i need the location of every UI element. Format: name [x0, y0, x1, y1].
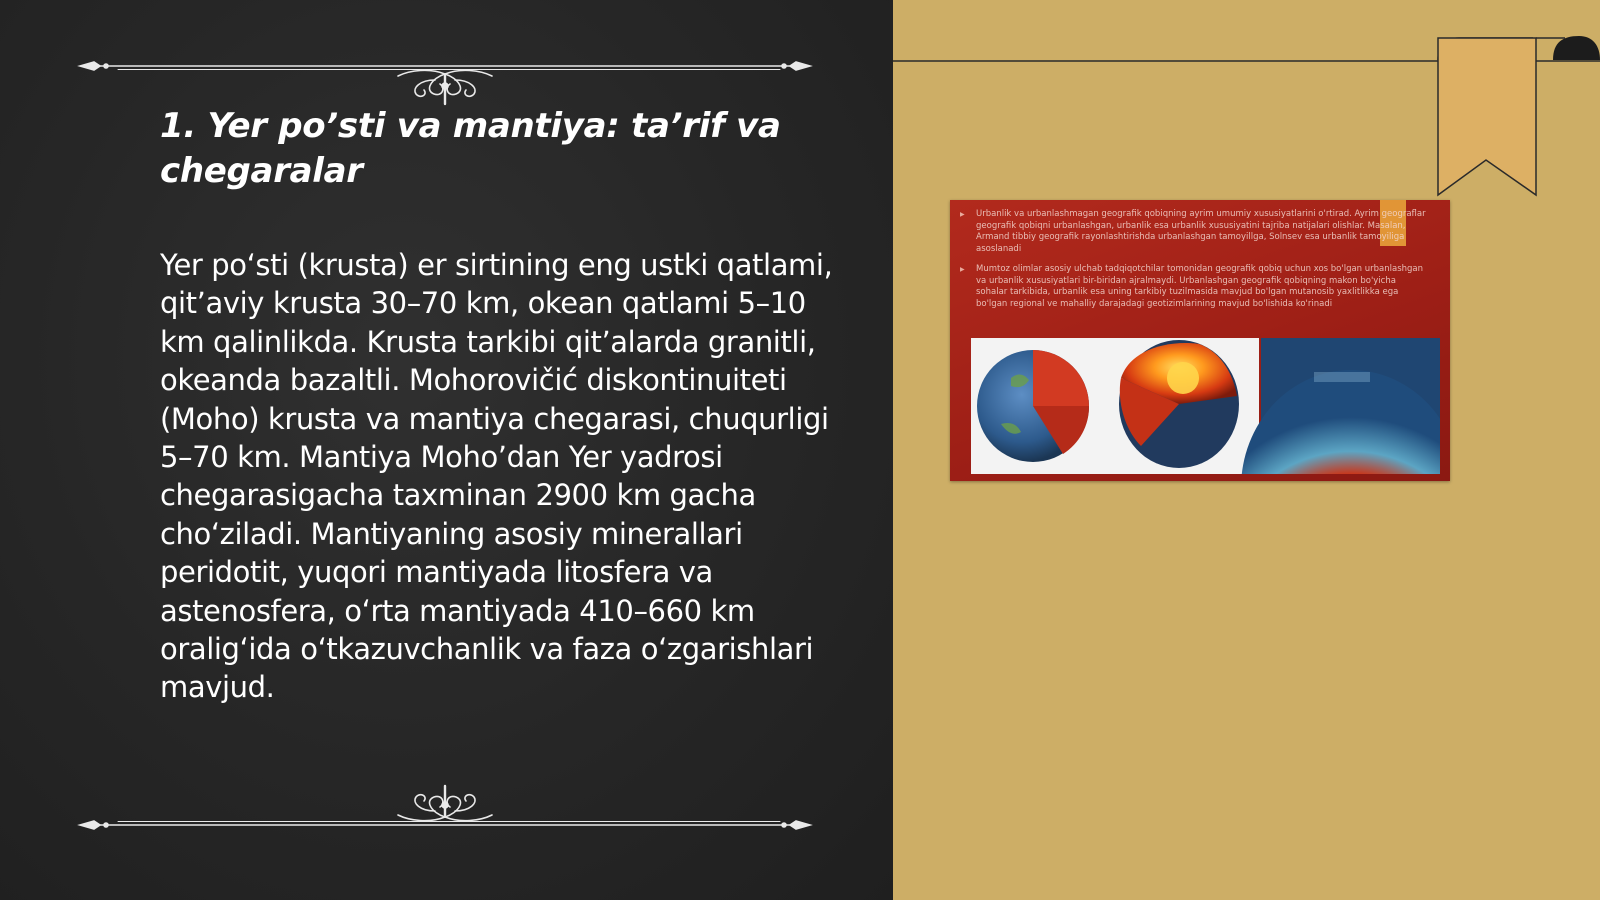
earth-structure-image [950, 200, 1450, 481]
slide-title: 1. Yer po’sti va mantiya: ta’rif va chegaralar [160, 106, 781, 191]
top-ornament-divider [60, 38, 830, 108]
bottom-ornament-divider [60, 770, 830, 840]
image-caption-bullet: ▶ Urbanlik va urbanlashmagan geografik qobiqning ayrim umumiy xususiyatlarini o'rtirad. Ayrim geograflar geografik qobiqni urbanlashgan, urbanlik esa urbanlik xususiyatini tajriba natijalari olishlar. Masalan, Armand tibbiy geografik rayonlashtirishda urbanlashgan tamoyillga, Solnsev esa urbanlik tamoyiliga asoslanadi [962, 209, 1428, 255]
bookmark-ribbon [893, 0, 1600, 200]
earth-layers-illustrations [971, 338, 1440, 474]
slide-body-text: Yer po‘sti (krusta) er sirtining eng ustki qatlami, qit’aviy krusta 30–70 km, okean qatlami 5–10 km qalinlikda. Krusta tarkibi qit’alarda granitli, okeanda bazaltli. Mohorovičić diskontinuiteti (Moho) krusta va mantiya chegarasi, chuqurligi 5–70 km. Mantiya Moho’dan Yer yadrosi chegarasigacha taxminan 2900 km gacha cho‘ziladi. Mantiyaning asosiy minerallari peridotit, yuqori mantiyada litosfera va astenosfera, o‘rta mantiyada 410–660 km oralig‘ida o‘tkazuvchanlik va faza o‘zgarishlari mavjud. [160, 248, 833, 705]
image-caption-bullet: ▶ Mumtoz olimlar asosiy ulchab tadqiqotchilar tomonidan geografik qobiq uchun xos bo'lgan urbanlashgan va urbanlik xususiyatlari bir-biridan ajralmaydi. Urbanlashgan geografik qobiqning makon bo'yicha sohalar tarkibida, urbanlik esa uning tarkibiy tuzilmasida mavjud bo'lgan mutanosib yaxlitlikka ega bo'lgan regional ve mahalliy darajadagi geotizimlarining mavjud bo'lishida ko'rinadi [962, 264, 1428, 310]
